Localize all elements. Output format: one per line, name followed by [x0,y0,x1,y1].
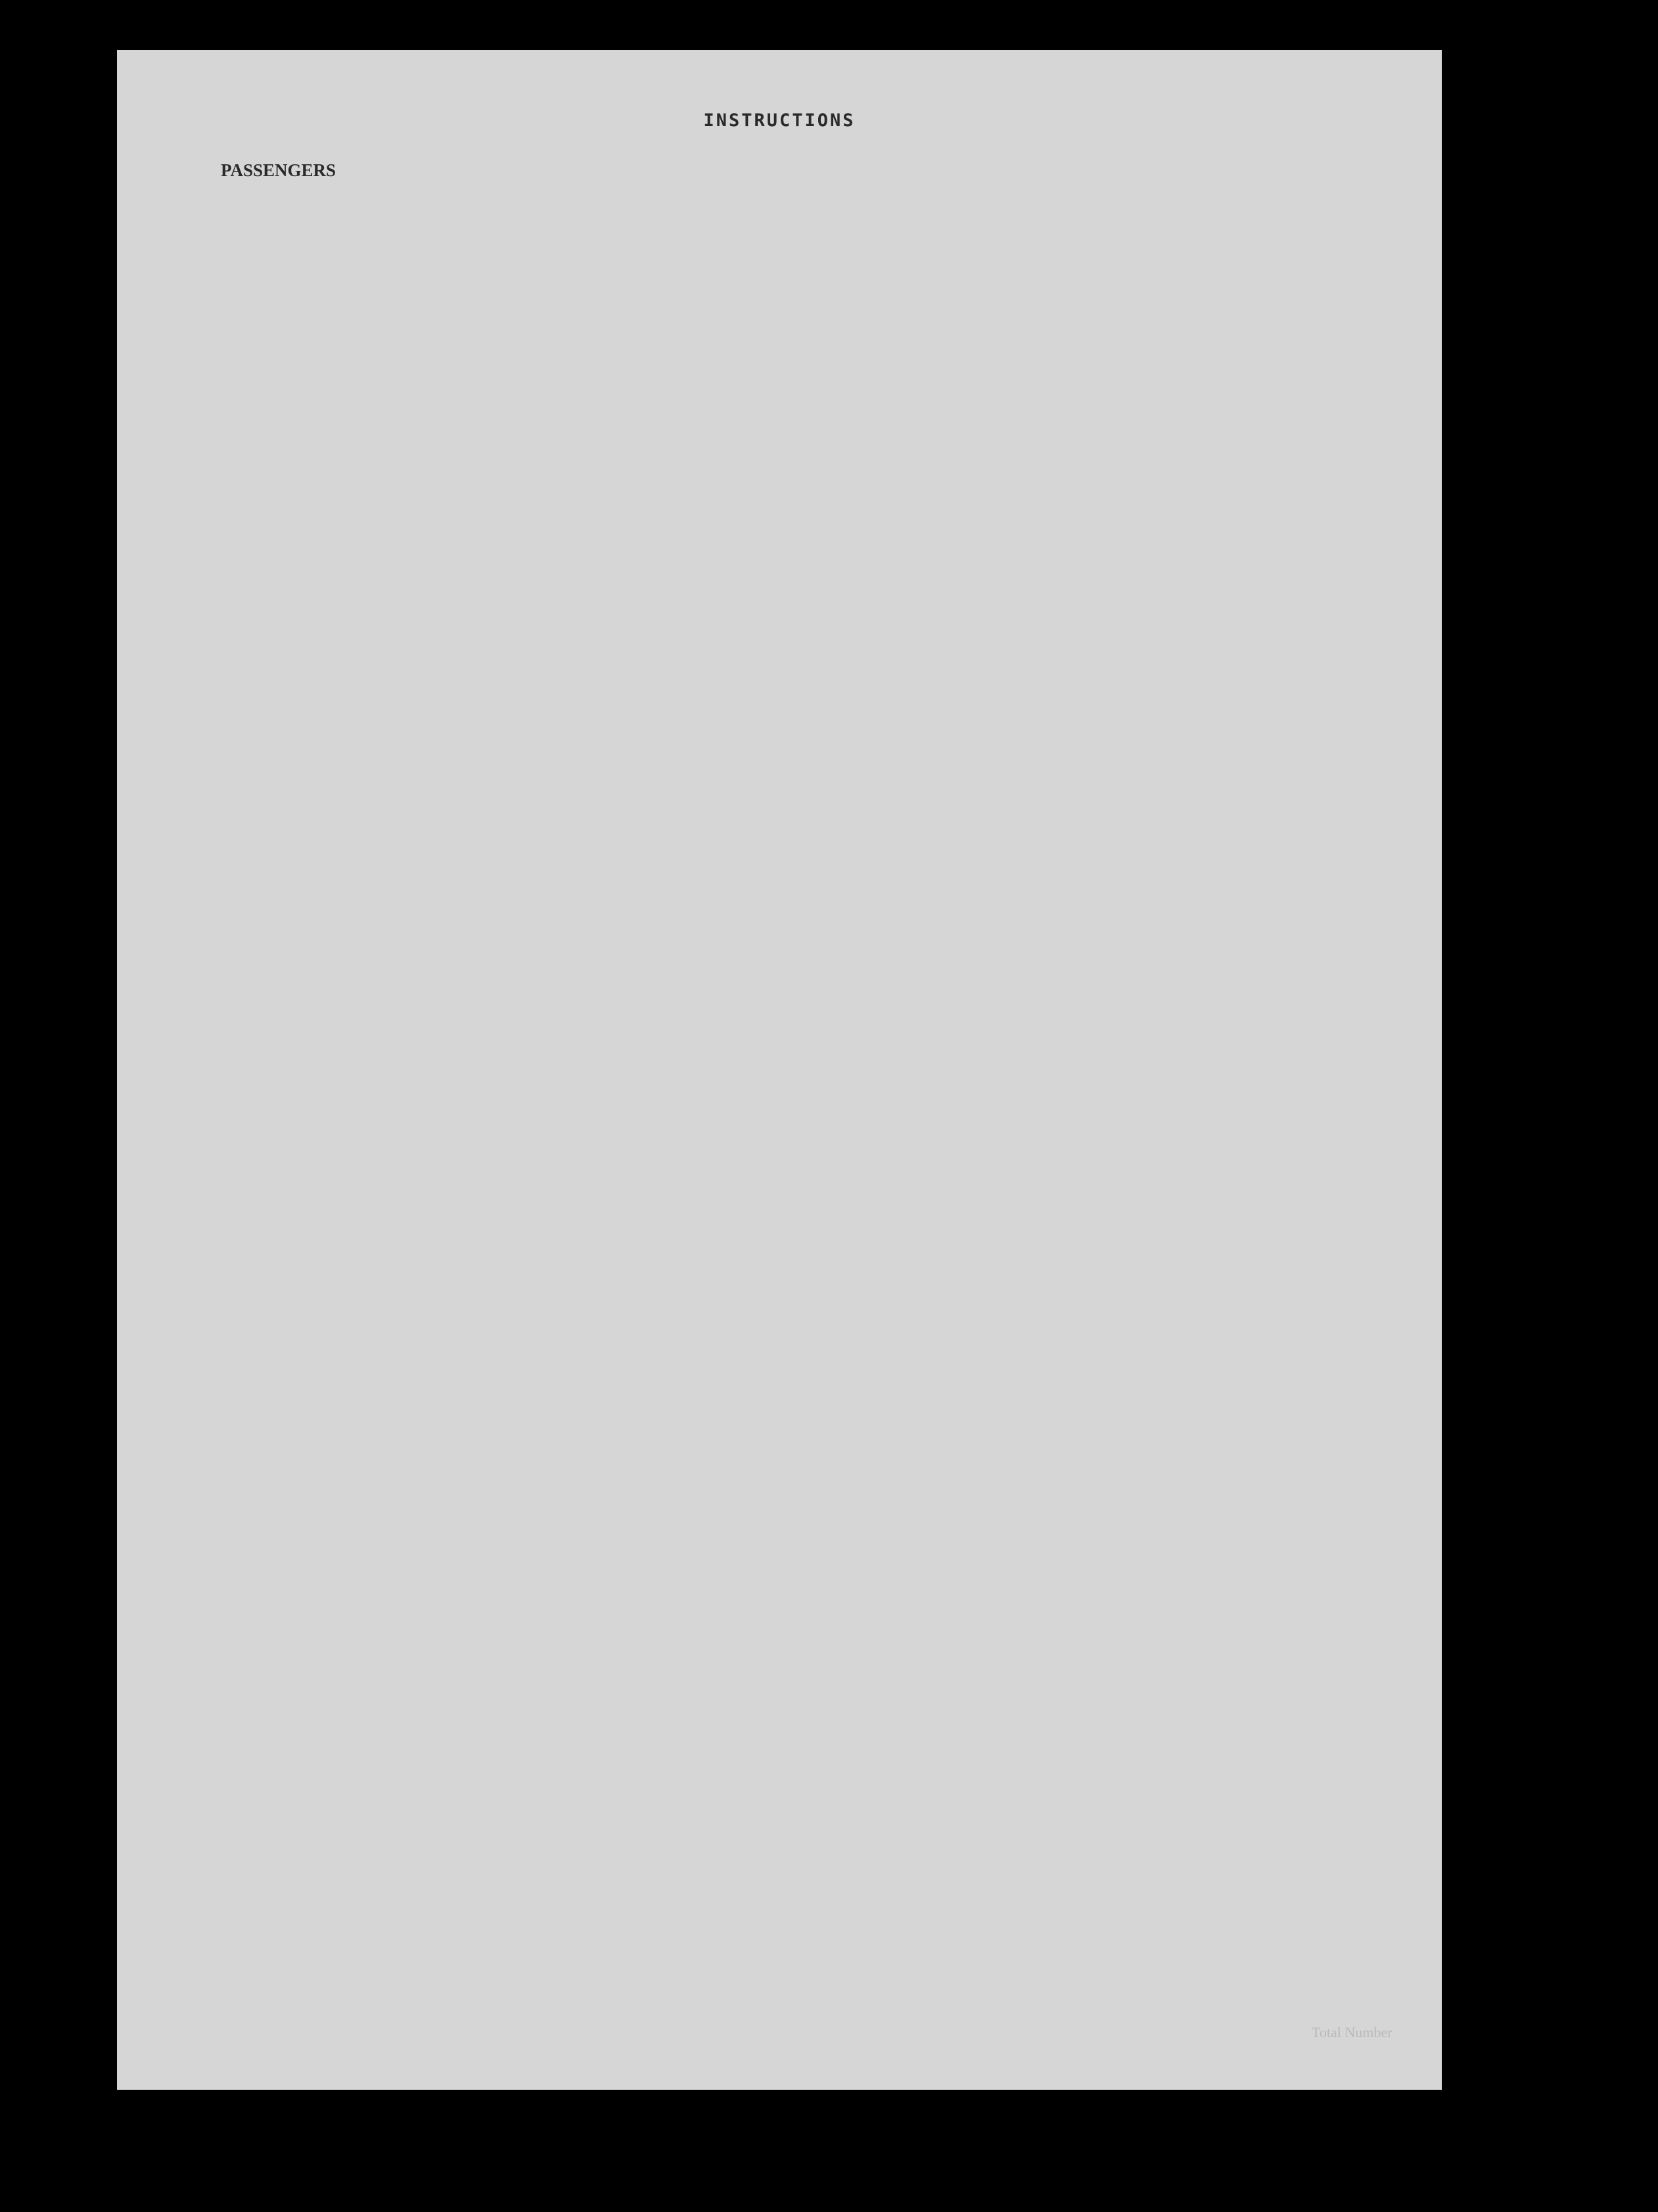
bleed-through-text: Total Number [1312,2024,1393,2040]
passengers-heading: PASSENGERS [221,160,336,180]
document-page [117,50,1442,2090]
page-title: INSTRUCTIONS [703,110,856,131]
